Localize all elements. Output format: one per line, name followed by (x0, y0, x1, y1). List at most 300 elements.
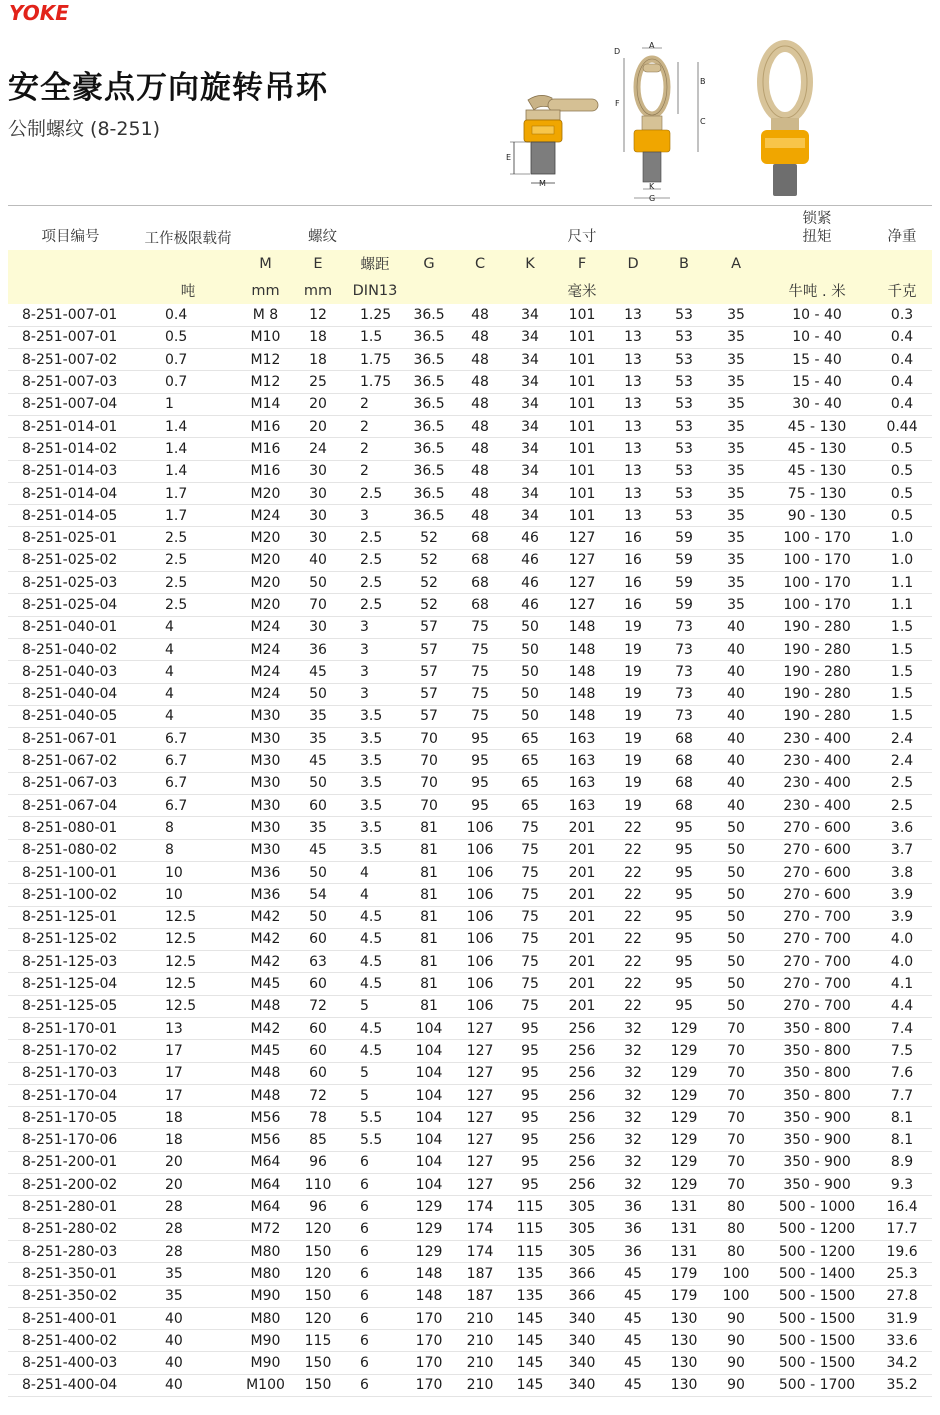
table-cell: 50 (288, 772, 348, 794)
table-cell: 32 (608, 1174, 658, 1196)
table-cell: 96 (288, 1196, 348, 1218)
table-cell: 75 (456, 638, 504, 660)
table-cell: 50 (288, 572, 348, 594)
table-cell: 68 (658, 728, 710, 750)
table-cell: 8-251-280-01 (8, 1196, 133, 1218)
table-cell: 145 (504, 1330, 556, 1352)
table-cell: M12 (243, 349, 288, 371)
table-cell: 8-251-170-01 (8, 1018, 133, 1040)
table-cell: 210 (456, 1374, 504, 1396)
table-cell: 96 (288, 1151, 348, 1173)
table-cell: 500 - 1400 (762, 1263, 872, 1285)
table-cell: 256 (556, 1018, 608, 1040)
table-cell: 95 (504, 1040, 556, 1062)
table-row (8, 304, 932, 326)
table-cell: 36.5 (402, 505, 456, 527)
table-cell: 72 (288, 995, 348, 1017)
table-cell: 53 (658, 505, 710, 527)
table-cell: 75 (504, 906, 556, 928)
table-cell: 270 - 700 (762, 906, 872, 928)
table-cell: M12 (243, 371, 288, 393)
table-cell: 18 (133, 1107, 243, 1129)
table-cell: 3.8 (872, 861, 932, 883)
table-cell: 75 - 130 (762, 482, 872, 504)
table-cell: 35 (710, 460, 762, 482)
table-cell: 7.5 (872, 1040, 932, 1062)
table-cell: 40 (133, 1374, 243, 1396)
table-cell: 4.5 (348, 1018, 402, 1040)
table-cell: 8-251-040-02 (8, 638, 133, 660)
table-cell: 75 (504, 884, 556, 906)
table-cell: 6 (348, 1218, 402, 1240)
table-cell: 50 (710, 951, 762, 973)
table-cell: 500 - 1500 (762, 1330, 872, 1352)
table-cell: 40 (710, 705, 762, 727)
table-cell: 131 (658, 1240, 710, 1262)
table-cell: 75 (504, 951, 556, 973)
table-cell: 1.1 (872, 594, 932, 616)
table-cell: 80 (710, 1196, 762, 1218)
table-cell: 3.9 (872, 884, 932, 906)
table-cell: 1.5 (872, 638, 932, 660)
table-cell: 32 (608, 1151, 658, 1173)
table-row (8, 861, 932, 883)
table-cell: 4.5 (348, 1040, 402, 1062)
table-cell: 53 (658, 304, 710, 326)
table-row (8, 1040, 932, 1062)
table-cell: 0.3 (872, 304, 932, 326)
table-cell: 1.0 (872, 549, 932, 571)
table-cell: 104 (402, 1174, 456, 1196)
product-photo (745, 40, 825, 198)
table-cell: 50 (288, 906, 348, 928)
table-cell: 35 (288, 817, 348, 839)
table-cell: 2.5 (133, 549, 243, 571)
table-cell: 35 (133, 1263, 243, 1285)
table-cell: 75 (504, 973, 556, 995)
table-cell: 4.5 (348, 906, 402, 928)
table-cell: 8-251-014-05 (8, 505, 133, 527)
table-cell: 8-251-025-02 (8, 549, 133, 571)
table-cell: 8-251-080-01 (8, 817, 133, 839)
table-cell: 45 (608, 1263, 658, 1285)
table-cell: 57 (402, 638, 456, 660)
table-cell: M42 (243, 906, 288, 928)
table-cell: 40 (710, 795, 762, 817)
table-cell: 1.7 (133, 482, 243, 504)
table-row (8, 1018, 932, 1040)
table-cell: 50 (504, 661, 556, 683)
table-cell: 17 (133, 1084, 243, 1106)
table-cell: 150 (288, 1285, 348, 1307)
table-row (8, 683, 932, 705)
table-cell: 6 (348, 1263, 402, 1285)
table-cell: 40 (710, 638, 762, 660)
table-cell: 15 - 40 (762, 371, 872, 393)
table-cell: 32 (608, 1107, 658, 1129)
table-cell: 101 (556, 505, 608, 527)
table-cell: 50 (504, 616, 556, 638)
head3-cell (8, 277, 133, 304)
table-cell: 163 (556, 795, 608, 817)
table-cell: 65 (504, 772, 556, 794)
table-cell: 4.0 (872, 951, 932, 973)
table-cell: 46 (504, 549, 556, 571)
table-cell: 32 (608, 1018, 658, 1040)
table-cell: 68 (658, 750, 710, 772)
table-cell: 8.9 (872, 1151, 932, 1173)
table-cell: 8.1 (872, 1129, 932, 1151)
table-cell: 75 (504, 861, 556, 883)
table-cell: 35 (710, 393, 762, 415)
table-cell: 95 (504, 1151, 556, 1173)
table-cell: 19 (608, 683, 658, 705)
table-cell: 150 (288, 1352, 348, 1374)
table-row (8, 1263, 932, 1285)
table-cell: 8-251-200-01 (8, 1151, 133, 1173)
table-cell: 500 - 1500 (762, 1285, 872, 1307)
table-cell: 35 (710, 594, 762, 616)
table-cell: 22 (608, 995, 658, 1017)
table-cell: 95 (658, 995, 710, 1017)
table-cell: 270 - 600 (762, 817, 872, 839)
table-cell: 32 (608, 1040, 658, 1062)
table-cell: M80 (243, 1240, 288, 1262)
table-cell: 90 (710, 1307, 762, 1329)
head2-cell: C (456, 250, 504, 277)
table-cell: 16 (608, 549, 658, 571)
table-row (8, 1062, 932, 1084)
table-cell: 201 (556, 928, 608, 950)
table-cell: 34.2 (872, 1352, 932, 1374)
table-cell: M90 (243, 1330, 288, 1352)
table-cell: 1.25 (348, 304, 402, 326)
table-cell: 3.5 (348, 750, 402, 772)
table-cell: 170 (402, 1330, 456, 1352)
table-row (8, 505, 932, 527)
table-row (8, 705, 932, 727)
table-cell: 3.7 (872, 839, 932, 861)
table-cell: 163 (556, 728, 608, 750)
table-cell: 187 (456, 1285, 504, 1307)
table-cell: 500 - 1500 (762, 1352, 872, 1374)
table-cell: 72 (288, 1084, 348, 1106)
table-row (8, 884, 932, 906)
dim-label-e: E (506, 153, 512, 162)
table-cell: 4.4 (872, 995, 932, 1017)
table-cell: 28 (133, 1240, 243, 1262)
table-cell: 2.5 (133, 527, 243, 549)
table-cell: 6 (348, 1151, 402, 1173)
table-cell: 2 (348, 393, 402, 415)
table-cell: 8-251-125-01 (8, 906, 133, 928)
table-cell: 68 (456, 594, 504, 616)
table-cell: 95 (658, 817, 710, 839)
table-cell: 8-251-100-02 (8, 884, 133, 906)
table-cell: 270 - 700 (762, 995, 872, 1017)
table-cell: 6.7 (133, 728, 243, 750)
table-cell: 8-251-125-03 (8, 951, 133, 973)
table-cell: 34 (504, 393, 556, 415)
table-cell: 101 (556, 393, 608, 415)
table-cell: 50 (288, 861, 348, 883)
table-cell: 106 (456, 906, 504, 928)
table-cell: M48 (243, 995, 288, 1017)
col-torque: 锁紧 扭矩 (802, 211, 832, 245)
table-cell: 34 (504, 460, 556, 482)
table-cell: 90 (710, 1374, 762, 1396)
table-cell: 148 (556, 661, 608, 683)
table-cell: 130 (658, 1307, 710, 1329)
table-cell: 101 (556, 482, 608, 504)
table-cell: 100 - 170 (762, 527, 872, 549)
table-cell: M24 (243, 616, 288, 638)
table-cell: 340 (556, 1374, 608, 1396)
table-cell: 2 (348, 460, 402, 482)
table-cell: 13 (608, 505, 658, 527)
table-cell: 57 (402, 705, 456, 727)
table-cell: 8 (133, 839, 243, 861)
table-cell: 12 (288, 304, 348, 326)
table-cell: 101 (556, 371, 608, 393)
table-row (8, 1352, 932, 1374)
head3-cell (504, 277, 556, 304)
table-cell: 75 (504, 839, 556, 861)
table-cell: 8-251-125-05 (8, 995, 133, 1017)
table-cell: 201 (556, 884, 608, 906)
table-cell: 148 (556, 683, 608, 705)
table-cell: 127 (556, 594, 608, 616)
table-cell: 65 (504, 750, 556, 772)
table-cell: 53 (658, 393, 710, 415)
table-cell: 8-251-025-04 (8, 594, 133, 616)
head3-cell: mm (243, 277, 288, 304)
table-cell: 36.5 (402, 349, 456, 371)
table-cell: 5 (348, 995, 402, 1017)
table-row (8, 750, 932, 772)
table-cell: 13 (608, 393, 658, 415)
table-cell: 101 (556, 460, 608, 482)
head3-cell: 毫米 (556, 277, 608, 304)
head3-cell (658, 277, 710, 304)
table-cell: M20 (243, 482, 288, 504)
table-cell: 6 (348, 1196, 402, 1218)
table-cell: 104 (402, 1129, 456, 1151)
table-cell: 73 (658, 616, 710, 638)
table-cell: 190 - 280 (762, 638, 872, 660)
table-cell: 19.6 (872, 1240, 932, 1262)
table-cell: 6 (348, 1352, 402, 1374)
table-cell: 100 (710, 1285, 762, 1307)
table-cell: 2.4 (872, 728, 932, 750)
table-cell: 0.5 (872, 482, 932, 504)
table-cell: 129 (402, 1240, 456, 1262)
table-cell: 230 - 400 (762, 750, 872, 772)
table-cell: 366 (556, 1263, 608, 1285)
table-cell: 50 (504, 638, 556, 660)
table-cell: 0.4 (872, 393, 932, 415)
table-cell: 52 (402, 594, 456, 616)
table-cell: 100 - 170 (762, 549, 872, 571)
table-cell: 0.5 (872, 505, 932, 527)
table-cell: 45 (608, 1374, 658, 1396)
table-cell: 13 (608, 304, 658, 326)
table-cell: 81 (402, 861, 456, 883)
table-cell: M30 (243, 705, 288, 727)
table-cell: 129 (402, 1196, 456, 1218)
table-cell: 101 (556, 326, 608, 348)
head2-cell: D (608, 250, 658, 277)
table-cell: 95 (456, 728, 504, 750)
table-cell: 350 - 900 (762, 1151, 872, 1173)
table-cell: 3 (348, 661, 402, 683)
table-cell: 8-251-040-03 (8, 661, 133, 683)
table-cell: 8-251-125-02 (8, 928, 133, 950)
table-cell: 59 (658, 527, 710, 549)
table-cell: 50 (504, 705, 556, 727)
table-cell: 100 (710, 1263, 762, 1285)
table-cell: 8-251-014-04 (8, 482, 133, 504)
table-cell: 1.5 (872, 616, 932, 638)
table-cell: M10 (243, 326, 288, 348)
table-cell: 500 - 1200 (762, 1218, 872, 1240)
table-cell: 150 (288, 1374, 348, 1396)
table-cell: 3 (348, 638, 402, 660)
table-row (8, 1240, 932, 1262)
table-cell: 45 (608, 1307, 658, 1329)
table-cell: 8-251-400-01 (8, 1307, 133, 1329)
col-net-weight: 净重 (887, 229, 917, 245)
table-cell: 35 (710, 371, 762, 393)
table-cell: 45 - 130 (762, 415, 872, 437)
table-cell: 270 - 700 (762, 973, 872, 995)
table-cell: 6.7 (133, 750, 243, 772)
table-cell: 3.5 (348, 839, 402, 861)
table-cell: 8-251-007-03 (8, 371, 133, 393)
table-cell: 19 (608, 772, 658, 794)
table-cell: 350 - 800 (762, 1018, 872, 1040)
table-cell: 4 (133, 683, 243, 705)
table-cell: 50 (710, 928, 762, 950)
table-cell: 500 - 1200 (762, 1240, 872, 1262)
table-cell: 129 (658, 1018, 710, 1040)
table-cell: 4 (133, 638, 243, 660)
table-row (8, 460, 932, 482)
table-cell: 4 (348, 861, 402, 883)
table-cell: 8-251-067-04 (8, 795, 133, 817)
table-cell: 130 (658, 1352, 710, 1374)
table-cell: 75 (456, 683, 504, 705)
table-cell: 30 (288, 505, 348, 527)
table-cell: 340 (556, 1330, 608, 1352)
table-cell: 305 (556, 1218, 608, 1240)
table-cell: 75 (456, 616, 504, 638)
table-cell: 3.6 (872, 817, 932, 839)
table-cell: 8-251-170-06 (8, 1129, 133, 1151)
table-cell: 230 - 400 (762, 772, 872, 794)
table-cell: M30 (243, 795, 288, 817)
table-cell: 17 (133, 1062, 243, 1084)
table-cell: 36.5 (402, 482, 456, 504)
table-cell: 73 (658, 705, 710, 727)
head3-cell (710, 277, 762, 304)
table-cell: 30 - 40 (762, 393, 872, 415)
table-cell: 3.9 (872, 906, 932, 928)
table-cell: 1.4 (133, 438, 243, 460)
head2-cell (133, 250, 243, 277)
table-cell: 70 (288, 594, 348, 616)
table-cell: 35 (710, 572, 762, 594)
table-cell: 104 (402, 1062, 456, 1084)
table-cell: 19 (608, 638, 658, 660)
table-cell: 75 (456, 705, 504, 727)
table-cell: 35 (710, 482, 762, 504)
table-cell: M30 (243, 750, 288, 772)
table-cell: 8-251-170-04 (8, 1084, 133, 1106)
table-cell: 35 (288, 728, 348, 750)
head3-cell (456, 277, 504, 304)
table-cell: 95 (658, 884, 710, 906)
table-cell: 25.3 (872, 1263, 932, 1285)
table-cell: 16 (608, 594, 658, 616)
table-cell: 36.5 (402, 304, 456, 326)
table-row (8, 1107, 932, 1129)
table-cell: 4 (133, 705, 243, 727)
table-cell: 104 (402, 1040, 456, 1062)
table-cell: M42 (243, 928, 288, 950)
head3-cell (402, 277, 456, 304)
table-cell: 34 (504, 371, 556, 393)
table-cell: 36.5 (402, 371, 456, 393)
table-cell: 170 (402, 1307, 456, 1329)
table-cell: 12.5 (133, 928, 243, 950)
table-cell: 10 (133, 861, 243, 883)
table-cell: 19 (608, 795, 658, 817)
table-cell: 10 - 40 (762, 304, 872, 326)
table-cell: M24 (243, 683, 288, 705)
table-row (8, 795, 932, 817)
table-cell: 230 - 400 (762, 728, 872, 750)
table-cell: 35 (710, 326, 762, 348)
table-cell: 104 (402, 1107, 456, 1129)
table-cell: M16 (243, 415, 288, 437)
table-cell: 101 (556, 438, 608, 460)
table-cell: 36 (608, 1240, 658, 1262)
head2-cell (8, 250, 133, 277)
table-cell: 1.5 (872, 705, 932, 727)
table-cell: 48 (456, 304, 504, 326)
table-cell: 8-251-170-05 (8, 1107, 133, 1129)
head2-cell: F (556, 250, 608, 277)
table-cell: 24 (288, 438, 348, 460)
table-cell: 145 (504, 1352, 556, 1374)
table-cell: 36 (288, 638, 348, 660)
table-cell: 110 (288, 1174, 348, 1196)
table-cell: 8-251-400-03 (8, 1352, 133, 1374)
table-cell: 70 (710, 1062, 762, 1084)
table-row (8, 572, 932, 594)
table-cell: 90 (710, 1330, 762, 1352)
table-cell: 210 (456, 1330, 504, 1352)
table-cell: 16 (608, 527, 658, 549)
table-row (8, 393, 932, 415)
table-cell: 45 (608, 1330, 658, 1352)
table-cell: 48 (456, 482, 504, 504)
table-cell: 6 (348, 1285, 402, 1307)
table-cell: 59 (658, 594, 710, 616)
table-cell: 22 (608, 973, 658, 995)
table-cell: 2.5 (872, 772, 932, 794)
